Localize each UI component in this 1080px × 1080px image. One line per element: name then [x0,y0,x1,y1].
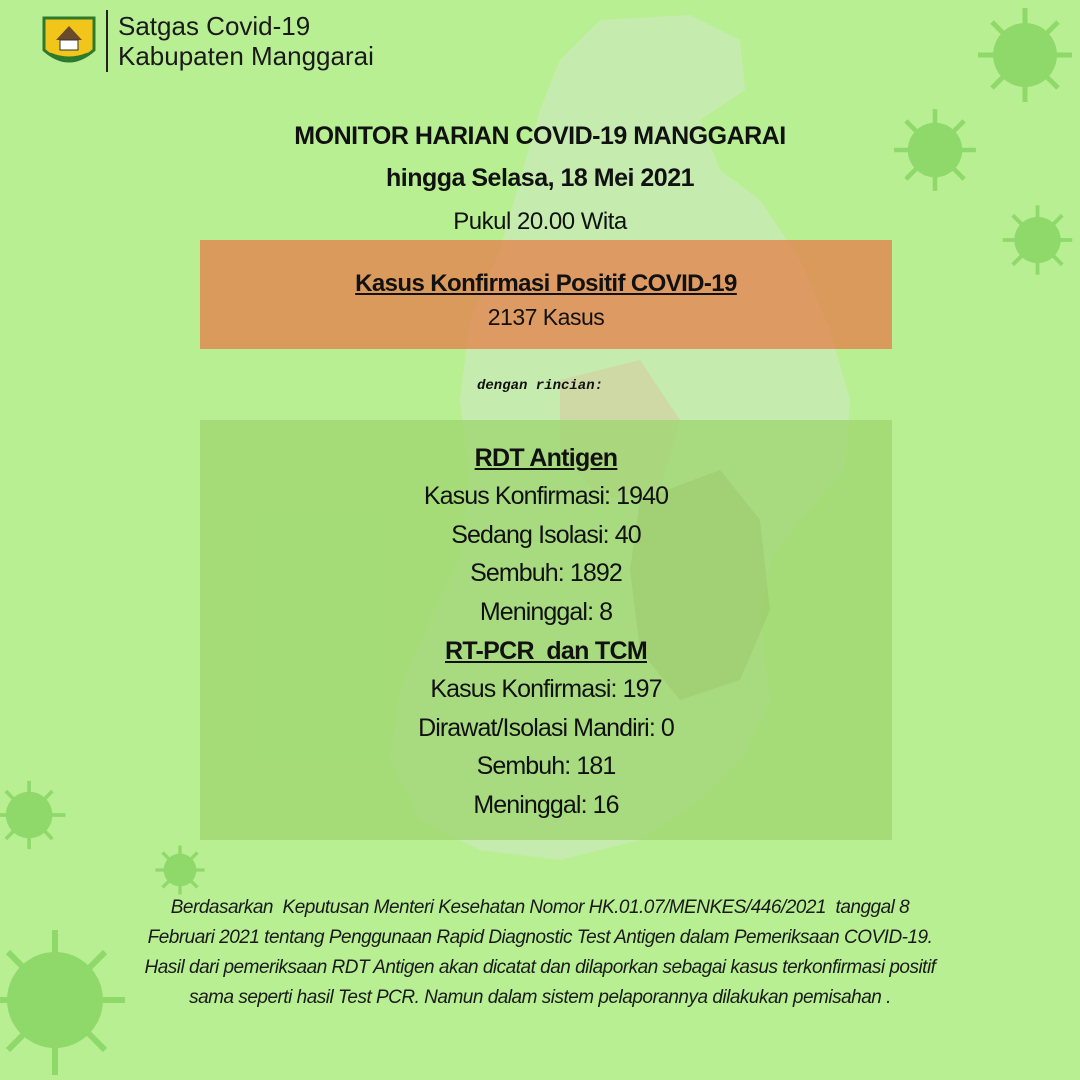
pcr-treated: Dirawat/Isolasi Mandiri: 0 [418,713,674,742]
header [38,10,374,72]
header-divider [106,10,108,72]
rdt-isolation: Sedang Isolasi: 40 [451,520,641,549]
pcr-deaths: Meninggal: 16 [473,790,619,819]
virus-icon [970,0,1080,110]
page-title: MONITOR HARIAN COVID-19 MANGGARAI [294,122,786,150]
org-name [118,11,374,71]
detail-box [200,420,892,840]
confirmed-value: 2137 Kasus [487,304,605,330]
rdt-recovered: Sembuh: 1892 [470,559,622,588]
virus-icon [150,840,210,900]
confirmed-heading: Kasus Konfirmasi Positif COVID-19 [355,270,737,297]
rdt-heading: RDT Antigen [474,444,618,472]
virus-icon [0,760,80,870]
footer-line-1: Berdasarkan Keputusan Menteri Kesehatan Nomor HK.01.07/MENKES/446/2021 tanggal 8 [170,897,910,918]
org-line-1: Satgas Covid-19 [118,11,311,41]
footer-note [100,893,980,1013]
rdt-confirmed: Kasus Konfirmasi: 1940 [423,482,669,510]
detail-label: dengan rincian: [476,378,604,394]
pcr-heading: RT-PCR dan TCM [445,636,647,665]
footer-line-2: Februari 2021 tentang Penggunaan Rapid Diagnostic Test Antigen dalam Pemeriksaan COVID-19. [147,927,933,948]
virus-icon [995,185,1080,295]
report-time: Pukul 20.00 Wita [453,208,627,235]
rdt-deaths: Meninggal: 8 [479,598,613,627]
pcr-confirmed: Kasus Konfirmasi: 197 [430,674,662,703]
report-date: hingga Selasa, 18 Mei 2021 [386,164,694,192]
footer-line-4: sama seperti hasil Test PCR. Namun dalam sistem pelaporannya dilakukan pemisahan . [189,987,891,1008]
pcr-recovered: Sembuh: 181 [476,752,616,781]
confirmed-cases-box [200,240,892,349]
org-line-2: Kabupaten Manggarai [118,41,374,71]
footer-line-3: Hasil dari pemeriksaan RDT Antigen akan dicatat dan dilaporkan sebagai kasus terkonfirmasi positif [144,957,936,978]
manggarai-logo [38,10,100,72]
